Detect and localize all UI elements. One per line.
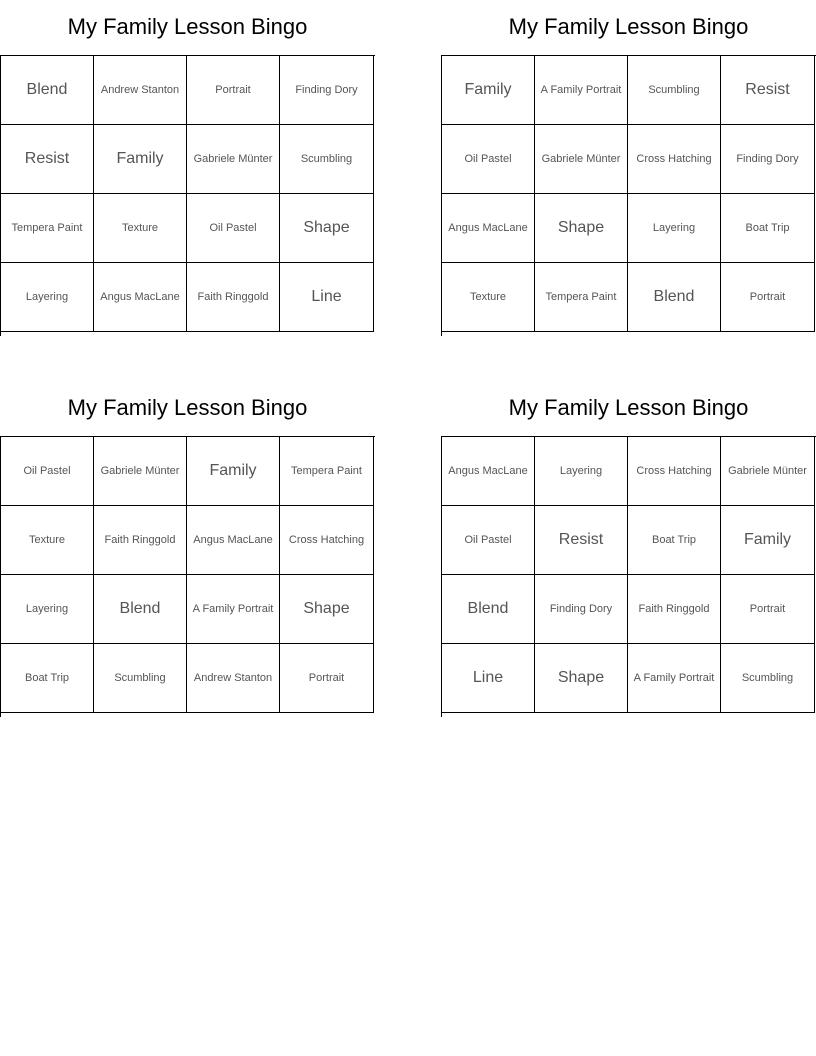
bingo-cell: A Family Portrait (187, 575, 280, 644)
bingo-cell: Family (442, 56, 535, 125)
bingo-grid (0, 436, 375, 717)
card-title: My Family Lesson Bingo (508, 14, 749, 39)
bingo-cell: A Family Portrait (628, 644, 721, 713)
bingo-cell: Boat Trip (721, 194, 815, 263)
bingo-cell: Gabriele Münter (535, 125, 628, 194)
bingo-cell: Scumbling (280, 125, 374, 194)
bingo-cell: Blend (442, 575, 535, 644)
bingo-cell: Scumbling (721, 644, 815, 713)
bingo-cell: Boat Trip (1, 644, 94, 713)
bingo-cell: Texture (94, 194, 187, 263)
card-title: My Family Lesson Bingo (67, 395, 308, 420)
bingo-card-4 (441, 381, 816, 717)
bingo-cell: Tempera Paint (280, 437, 374, 506)
bingo-card-2 (441, 0, 816, 336)
bingo-cell: Resist (721, 56, 815, 125)
bingo-cell: Faith Ringgold (94, 506, 187, 575)
bingo-cell: Texture (442, 263, 535, 332)
bingo-cell: Layering (1, 263, 94, 332)
bingo-cell: Portrait (280, 644, 374, 713)
bingo-cell: Layering (535, 437, 628, 506)
bingo-cell: Family (94, 125, 187, 194)
bingo-cell: Finding Dory (280, 56, 374, 125)
bingo-cell: Gabriele Münter (721, 437, 815, 506)
bingo-cell: Blend (1, 56, 94, 125)
bingo-cell: Scumbling (94, 644, 187, 713)
bingo-cell: Andrew Stanton (94, 56, 187, 125)
bingo-cell: Gabriele Münter (94, 437, 187, 506)
bingo-cell: Oil Pastel (1, 437, 94, 506)
bingo-cell: Scumbling (628, 56, 721, 125)
bingo-cell: Cross Hatching (628, 125, 721, 194)
bingo-cell: Family (721, 506, 815, 575)
bingo-cell: Resist (535, 506, 628, 575)
bingo-grid (441, 436, 816, 717)
bingo-cell: Andrew Stanton (187, 644, 280, 713)
bingo-cell: Tempera Paint (535, 263, 628, 332)
bingo-cell: Blend (94, 575, 187, 644)
bingo-grid (441, 55, 816, 336)
bingo-card-1 (0, 0, 375, 336)
bingo-cell: Portrait (721, 575, 815, 644)
bingo-cell: Gabriele Münter (187, 125, 280, 194)
bingo-cell: Layering (1, 575, 94, 644)
bingo-cell: Oil Pastel (442, 125, 535, 194)
bingo-cell: Faith Ringgold (628, 575, 721, 644)
bingo-cell: Faith Ringgold (187, 263, 280, 332)
bingo-cell: Line (280, 263, 374, 332)
bingo-grid (0, 55, 375, 336)
bingo-cell: A Family Portrait (535, 56, 628, 125)
bingo-cell: Shape (535, 194, 628, 263)
bingo-cell: Resist (1, 125, 94, 194)
bingo-cell: Cross Hatching (280, 506, 374, 575)
bingo-cell: Angus MacLane (187, 506, 280, 575)
bingo-cell: Finding Dory (721, 125, 815, 194)
bingo-cell: Layering (628, 194, 721, 263)
bingo-cell: Texture (1, 506, 94, 575)
bingo-cell: Tempera Paint (1, 194, 94, 263)
bingo-cell: Line (442, 644, 535, 713)
bingo-cell: Family (187, 437, 280, 506)
bingo-card-3 (0, 381, 375, 717)
card-title: My Family Lesson Bingo (508, 395, 749, 420)
bingo-cell: Shape (535, 644, 628, 713)
card-title: My Family Lesson Bingo (67, 14, 308, 39)
bingo-cell: Blend (628, 263, 721, 332)
bingo-cell: Portrait (187, 56, 280, 125)
bingo-cell: Portrait (721, 263, 815, 332)
bingo-cell: Shape (280, 194, 374, 263)
bingo-cell: Angus MacLane (442, 437, 535, 506)
bingo-cell: Boat Trip (628, 506, 721, 575)
bingo-cell: Shape (280, 575, 374, 644)
bingo-cell: Angus MacLane (442, 194, 535, 263)
bingo-cell: Oil Pastel (442, 506, 535, 575)
bingo-cell: Angus MacLane (94, 263, 187, 332)
bingo-cell: Finding Dory (535, 575, 628, 644)
bingo-cell: Cross Hatching (628, 437, 721, 506)
bingo-cell: Oil Pastel (187, 194, 280, 263)
